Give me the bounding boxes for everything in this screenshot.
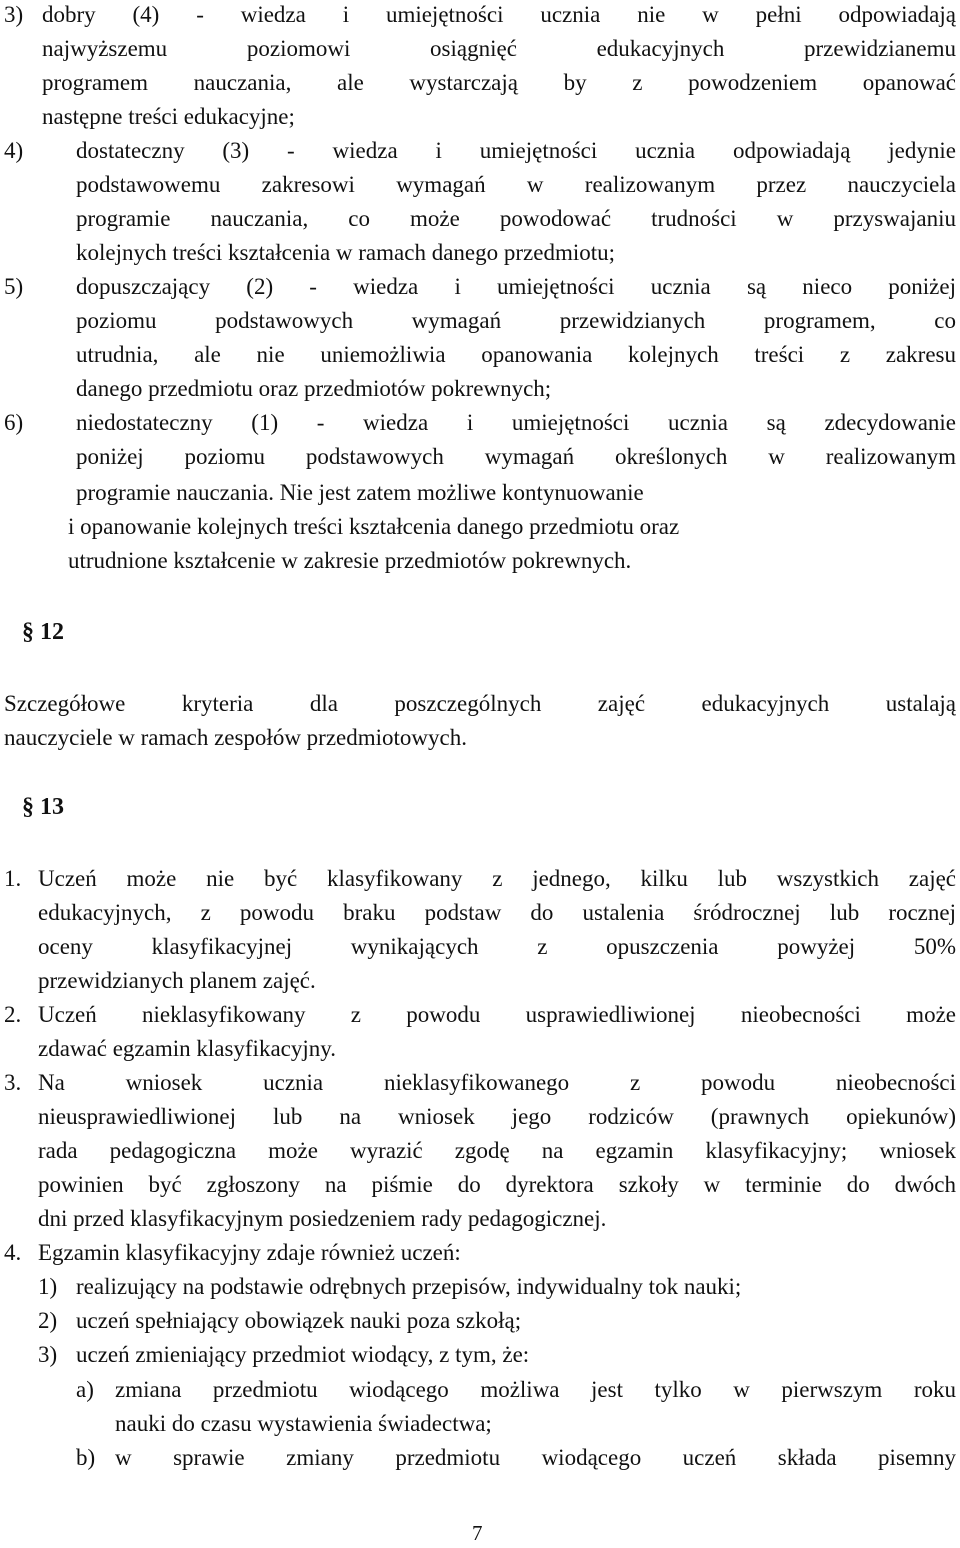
- text-line: Szczegółowe kryteria dla poszczególnych zajęć edukacyjnych ustalają: [4, 691, 956, 716]
- text-line: programem nauczania, ale wystarczają by z powodzeniem opanować: [42, 70, 956, 95]
- text-line: dni przed klasyfikacyjnym posiedzeniem rady pedagogicznej.: [38, 1206, 607, 1231]
- text-line: utrudnione kształcenie w zakresie przedmiotów pokrewnych.: [68, 548, 632, 573]
- text-line: danego przedmiotu oraz przedmiotów pokrewnych;: [76, 376, 552, 401]
- text-line: dostateczny (3) - wiedza i umiejętności ucznia odpowiadają jedynie: [76, 138, 956, 163]
- text-line: programie nauczania, co może powodować trudności w przyswajaniu: [76, 206, 956, 231]
- text-line: kolejnych treści kształcenia w ramach danego przedmiotu;: [76, 240, 616, 265]
- paragraph-number: 4.: [4, 1240, 22, 1265]
- text-line: uczeń spełniający obowiązek nauki poza szkołą;: [76, 1308, 522, 1333]
- text-line: poziomu podstawowych wymagań przewidzianych programem, co: [76, 308, 956, 333]
- list-number: 6): [4, 410, 24, 435]
- text-line: oceny klasyfikacyjnej wynikających z opuszczenia powyżej 50%: [38, 934, 956, 959]
- text-line: następne treści edukacyjne;: [42, 104, 295, 129]
- text-line: niedostateczny (1) - wiedza i umiejętności ucznia są zdecydowanie: [76, 410, 956, 435]
- text-line: w sprawie zmiany przedmiotu wiodącego uczeń składa pisemny: [115, 1445, 956, 1470]
- page-number: 7: [472, 1521, 483, 1545]
- text-line: poniżej poziomu podstawowych wymagań określonych w realizowanym: [76, 444, 956, 469]
- list-number: 3): [4, 2, 24, 27]
- text-line: Uczeń nieklasyfikowany z powodu usprawiedliwionej nieobecności może: [38, 1002, 956, 1027]
- text-line: dopuszczający (2) - wiedza i umiejętności ucznia są nieco poniżej: [76, 274, 956, 299]
- text-line: utrudnia, ale nie uniemożliwia opanowania kolejnych treści z zakresu: [76, 342, 956, 367]
- text-line: nauczyciele w ramach zespołów przedmiotowych.: [4, 725, 467, 750]
- text-line: zdawać egzamin klasyfikacyjny.: [38, 1036, 337, 1061]
- text-line: Na wniosek ucznia nieklasyfikowanego z powodu nieobecności: [38, 1070, 956, 1095]
- list-number: 1): [38, 1274, 58, 1299]
- section-heading: § 13: [22, 794, 64, 820]
- text-line: Egzamin klasyfikacyjny zdaje również uczeń:: [38, 1240, 461, 1265]
- list-number: 5): [4, 274, 24, 299]
- list-letter: b): [76, 1445, 96, 1470]
- text-line: nieusprawiedliwionej lub na wniosek jego rodziców (prawnych opiekunów): [38, 1104, 956, 1129]
- text-line: przewidzianych planem zajęć.: [38, 968, 316, 993]
- text-line: zmiana przedmiotu wiodącego możliwa jest tylko w pierwszym roku: [115, 1377, 956, 1402]
- text-line: uczeń zmieniający przedmiot wiodący, z tym, że:: [76, 1342, 530, 1367]
- text-line: powinien być zgłoszony na piśmie do dyrektora szkoły w terminie do dwóch: [38, 1172, 956, 1197]
- paragraph-number: 2.: [4, 1002, 22, 1027]
- text-line: najwyższemu poziomowi osiągnięć edukacyjnych przewidzianemu: [42, 36, 956, 61]
- paragraph-number: 3.: [4, 1070, 22, 1095]
- text-line: dobry (4) - wiedza i umiejętności ucznia nie w pełni odpowiadają: [42, 2, 956, 27]
- text-line: podstawowemu zakresowi wymagań w realizowanym przez nauczyciela: [76, 172, 956, 197]
- list-letter: a): [76, 1377, 94, 1402]
- list-number: 2): [38, 1308, 58, 1333]
- section-heading: § 12: [22, 619, 64, 645]
- text-line: realizujący na podstawie odrębnych przepisów, indywidualny tok nauki;: [76, 1274, 742, 1299]
- text-line: edukacyjnych, z powodu braku podstaw do ustalenia śródrocznej lub rocznej: [38, 900, 956, 925]
- paragraph-number: 1.: [4, 866, 22, 891]
- text-line: nauki do czasu wystawienia świadectwa;: [115, 1411, 492, 1436]
- text-line: Uczeń może nie być klasyfikowany z jednego, kilku lub wszystkich zajęć: [38, 866, 956, 891]
- text-line: programie nauczania. Nie jest zatem możliwe kontynuowanie: [76, 480, 644, 505]
- list-number: 4): [4, 138, 24, 163]
- text-line: i opanowanie kolejnych treści kształcenia danego przedmiotu oraz: [68, 514, 680, 539]
- text-line: rada pedagogiczna może wyrazić zgodę na egzamin klasyfikacyjny; wniosek: [38, 1138, 956, 1163]
- list-number: 3): [38, 1342, 58, 1367]
